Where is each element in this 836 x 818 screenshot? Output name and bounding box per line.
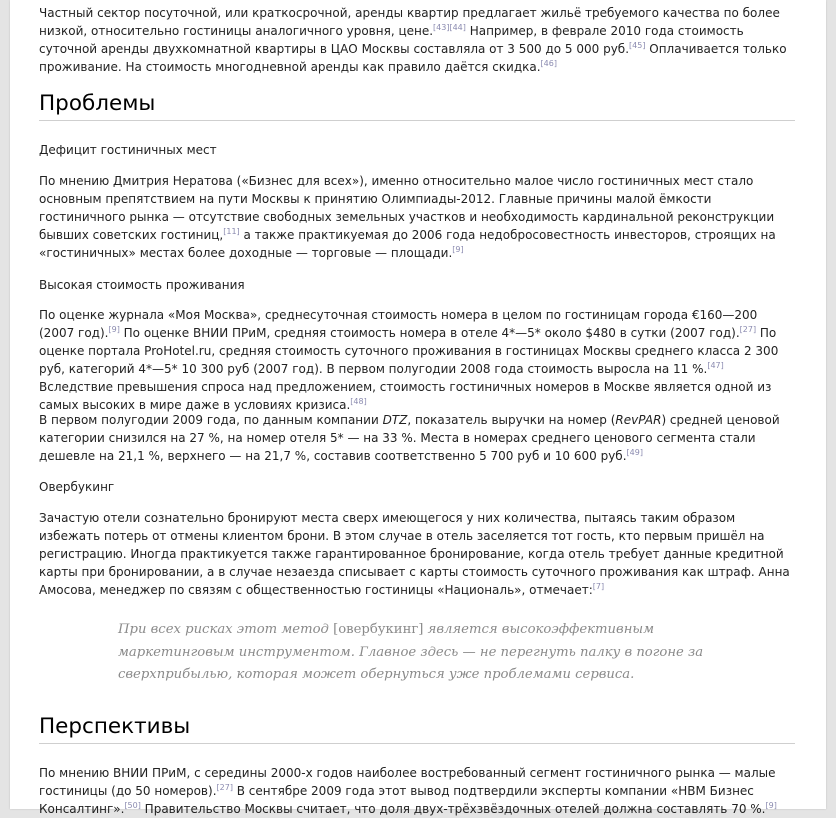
company-name: DTZ bbox=[382, 413, 408, 427]
text: По оценке портала ProHotel.ru, средняя стоимость суточного проживания в гостиницах Москвы среднего класса 2 300 руб, категорий 4*—5* 10 300 руб (2007 год). В первом полугодии 2008 года стоимость выросла на 11 %. bbox=[39, 326, 779, 376]
paragraph-overbooking bbox=[39, 509, 795, 599]
reference-link[interactable]: [45] bbox=[629, 41, 646, 50]
paragraph-revpar bbox=[39, 411, 795, 465]
quote-text: является высокоэффективным маркетинговым инструментом. Главное здесь — не перегнуть палку в погоне за сверхприбылью, которая может обернуться уже проблемами сервиса. bbox=[118, 622, 704, 682]
text: Частный сектор посуточной, или краткосрочной, аренды квартир предлагает жильё требуемого качества по более низкой, относительно гостиницы аналогичного уровня, цене. bbox=[39, 6, 780, 38]
intro-paragraph bbox=[39, 4, 795, 76]
reference-link[interactable]: [9] bbox=[108, 325, 120, 334]
text: По оценке ВНИИ ПРиМ, средняя стоимость номера в отеле 4*—5* около $480 в сутки (2007 год). bbox=[119, 326, 740, 340]
reference-link[interactable]: [43] bbox=[433, 23, 450, 32]
quote-insertion: [овербукинг] bbox=[333, 622, 424, 637]
reference-link[interactable]: [44] bbox=[449, 23, 466, 32]
paragraph-perspectives bbox=[39, 764, 795, 818]
reference-link[interactable]: [9] bbox=[452, 245, 464, 254]
text: а также практикуемая до 2006 года недобросовестность инвесторов, строящих на «гостиничных» местах более доходные — торговые — площади. bbox=[39, 228, 776, 260]
reference-link[interactable]: [11] bbox=[223, 227, 240, 236]
reference-link[interactable]: [47] bbox=[707, 361, 724, 370]
text: Например, в феврале 2010 года стоимость суточной аренды двухкомнатной квартиры в ЦАО Москвы составляла от 3 500 до 5 000 руб. bbox=[39, 24, 744, 56]
section-heading-problems: Проблемы bbox=[39, 91, 795, 121]
text: Оплачивается только проживание. На стоимость многодневной аренды как правило даётся скидка. bbox=[39, 42, 787, 74]
quote-amosova bbox=[118, 619, 738, 687]
reference-link[interactable]: [46] bbox=[540, 59, 557, 68]
text: По мнению Дмитрия Нератова («Бизнес для всех»), именно относительно малое число гостиничных мест стало основным препятствием на пути Москвы к принятию Олимпиады-2012. Главные причины малой ёмкости гостиничного рынка — отсутствие свободных земельных участков и необходимость кардинальной реконструкции бывших советских гостиниц, bbox=[39, 174, 775, 242]
subheading-high-cost: Высокая стоимость проживания bbox=[39, 278, 245, 292]
reference-link[interactable]: [7] bbox=[592, 582, 605, 591]
metric-name: RevPAR bbox=[615, 413, 662, 427]
subheading-overbooking: Овербукинг bbox=[39, 480, 115, 494]
section-heading-perspectives: Перспективы bbox=[39, 714, 795, 744]
text: По оценке журнала «Моя Москва», среднесуточная стоимость номера в целом по гостиницам города €160—200 (2007 год). bbox=[39, 308, 758, 340]
text: Зачастую отели сознательно бронируют места сверх имеющегося у них количества, пытаясь таким образом избежать потерь от отмены клиентом брони. В этом случае в отель заселяется тот гость, кто первым пришёл на регистрацию. Иногда практикуется также гарантированное бронирование, когда отель требует данные кредитной карты при бронировании, а в случае незаезда списывает с карты стоимость суточного проживания как штраф. Анна Амосова, менеджер по связям с общественностью гостиницы «Националь», отмечает: bbox=[39, 511, 790, 597]
text: , показатель выручки на номер ( bbox=[407, 413, 616, 427]
text: В первом полугодии 2009 года, по данным компании bbox=[39, 413, 383, 427]
reference-link[interactable]: [49] bbox=[626, 448, 643, 457]
reference-link[interactable]: [27] bbox=[739, 325, 757, 334]
text: Вследствие превышения спроса над предложением, стоимость гостиничных номеров в Москве является одной из самых высоких в мире даже в условиях кризиса. bbox=[39, 380, 772, 412]
text: В сентябре 2009 года этот вывод подтвердили эксперты компании «НВМ Бизнес Консалтинг». bbox=[39, 784, 754, 816]
text: По мнению ВНИИ ПРиМ, с середины 2000-х годов наиболее востребованный сегмент гостиничного рынка — малые гостиницы (до 50 номеров). bbox=[39, 766, 776, 798]
article-page bbox=[10, 0, 826, 816]
reference-link[interactable]: [27] bbox=[216, 783, 233, 792]
paragraph-cost bbox=[39, 306, 795, 414]
subheading-hotel-shortage: Дефицит гостиничных мест bbox=[39, 143, 217, 157]
reference-link[interactable]: [50] bbox=[124, 801, 141, 810]
quote-text: При всех рисках этот метод bbox=[118, 622, 334, 637]
text: Правительство Москвы считает, что доля двух-трёхзвёздочных отелей должна составлять 70 %. bbox=[140, 802, 766, 816]
reference-link[interactable]: [48] bbox=[350, 397, 367, 406]
reference-link[interactable]: [9] bbox=[765, 801, 777, 810]
paragraph-shortage bbox=[39, 172, 795, 262]
text: ) средней ценовой категории снизился на 27 %, на номер отеля 5* — на 33 %. Места в номерах среднего ценового сегмента стали дешевле на 21,1 %, верхнего — на 21,7 %, составив соответственно 5 700 руб и 10 600 руб. bbox=[39, 413, 780, 463]
